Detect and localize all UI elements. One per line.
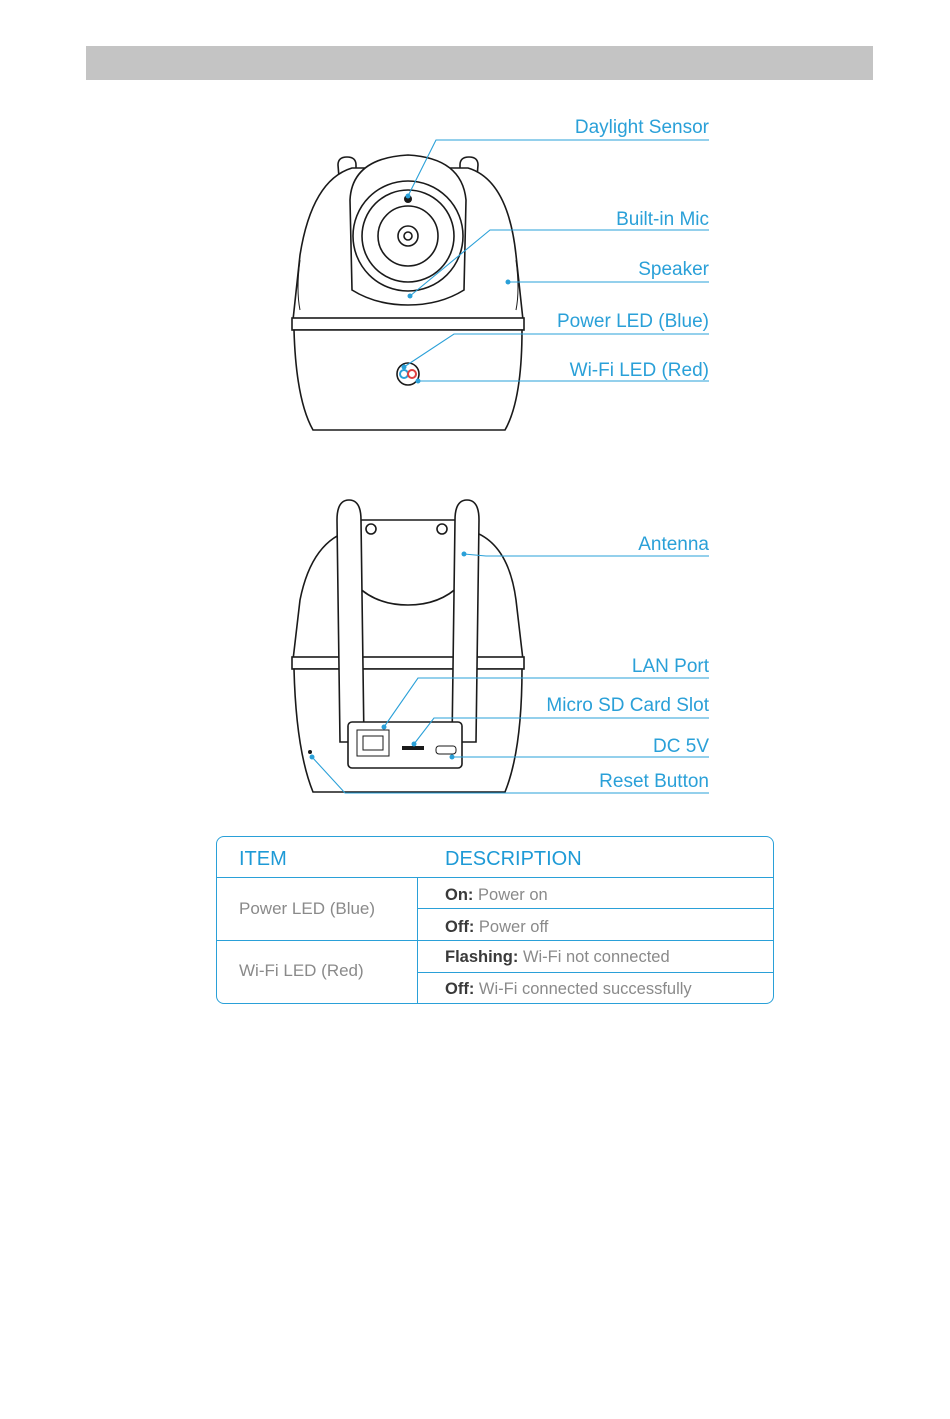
state-text: Power off [478,918,549,936]
callout-built-in-mic: Built-in Mic [616,209,709,230]
table-header-description: DESCRIPTION [445,848,582,870]
led-status-table [216,836,774,1004]
state-label: On: [445,886,474,904]
table-header-item: ITEM [239,848,287,870]
table-row-item: Wi-Fi LED (Red) [239,961,364,980]
table-row-state [445,948,670,967]
callout-dc-5v: DC 5V [653,736,709,757]
header-bar [86,46,873,80]
callout-wifi-led: Wi-Fi LED (Red) [569,360,709,381]
callout-antenna: Antenna [638,534,709,555]
callout-daylight-sensor: Daylight Sensor [574,117,709,138]
callout-reset-button: Reset Button [599,771,709,792]
table-row-state [445,886,548,905]
front-view-diagram [0,100,950,445]
state-label: Flashing: [445,948,519,966]
table-row-item: Power LED (Blue) [239,899,376,918]
callout-micro-sd-slot: Micro SD Card Slot [546,695,709,716]
table-row-state [445,980,692,999]
state-text: Wi-Fi connected successfully [478,980,692,998]
table-row-state [445,918,548,937]
callout-lan-port: LAN Port [631,656,709,677]
state-text: Wi-Fi not connected [522,948,670,966]
callout-power-led: Power LED (Blue) [556,311,709,332]
state-label: Off: [445,918,475,936]
callout-speaker: Speaker [638,259,709,280]
state-text: Power on [478,886,548,904]
back-view-diagram [0,495,950,805]
state-label: Off: [445,980,475,998]
